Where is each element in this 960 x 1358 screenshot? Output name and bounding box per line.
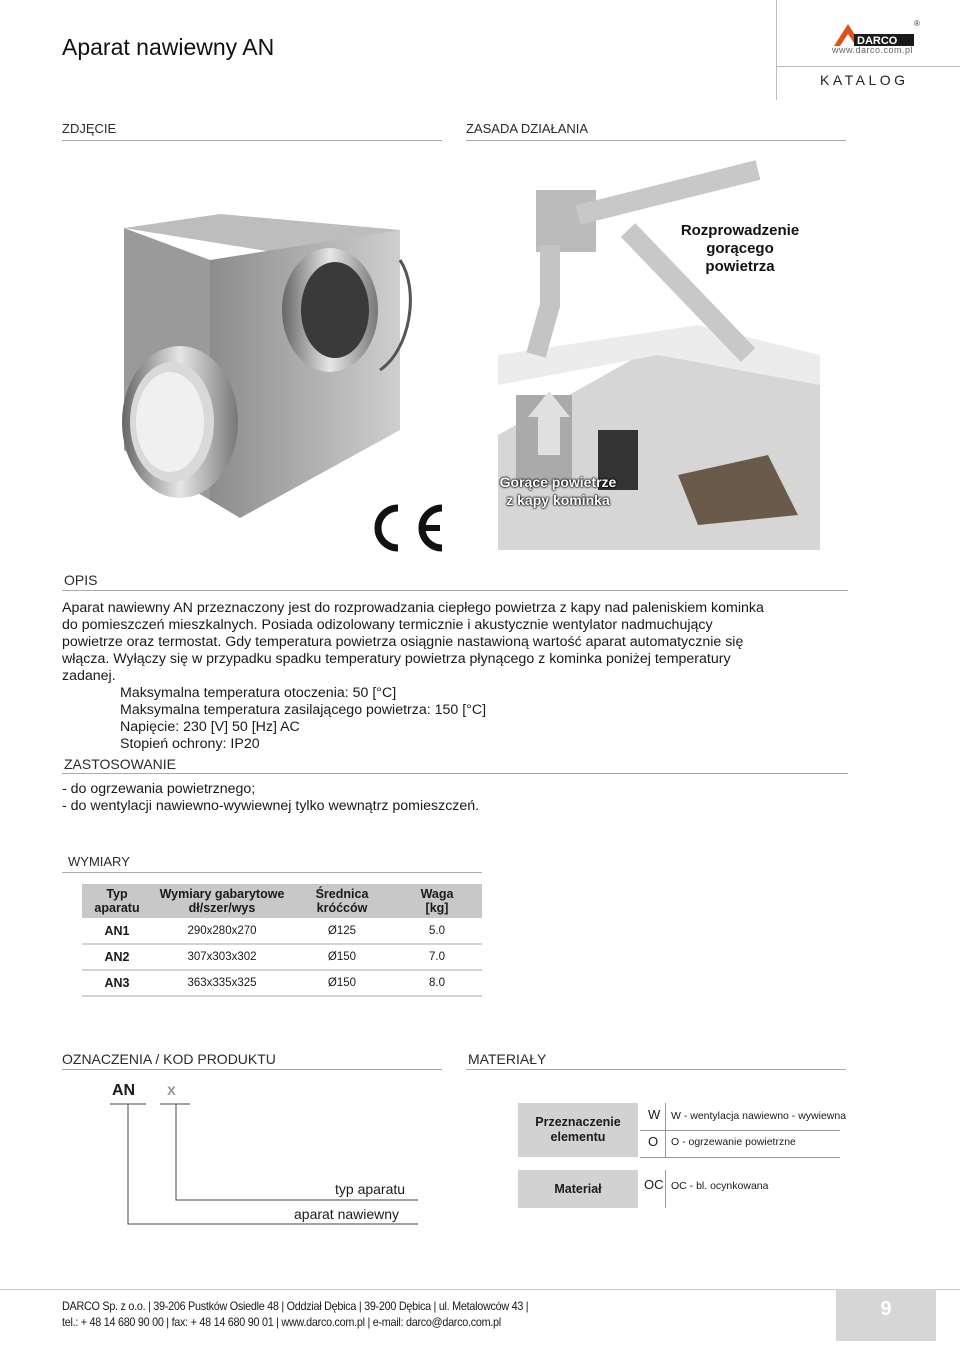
section-photo-heading: ZDJĘCIE <box>62 121 117 136</box>
table-cell-weight: 7.0 <box>392 944 482 970</box>
materials-purpose-label-line2: elementu <box>550 1130 606 1144</box>
materials-col-divider <box>665 1103 666 1157</box>
description-line-5: zadanej. <box>62 668 116 684</box>
section-materials-underline <box>466 1069 846 1070</box>
materials-row-divider <box>640 1157 840 1158</box>
table-cell-type: AN2 <box>82 944 152 970</box>
dimensions-table <box>82 884 482 997</box>
footer-divider <box>0 1289 960 1290</box>
materials-desc-o: O - ogrzewanie powietrzne <box>671 1136 796 1148</box>
header-divider-horizontal <box>776 66 960 67</box>
materials-code-oc: OC <box>644 1177 664 1192</box>
materials-purpose-box <box>518 1103 638 1157</box>
diagram-label-hot-air-line2: z kapy kominka <box>506 492 610 508</box>
section-dimensions-heading: WYMIARY <box>68 854 130 869</box>
diagram-label-distribution-line3: powietrza <box>705 258 775 275</box>
code-label-device: aparat nawiewny <box>294 1206 400 1222</box>
section-usage-heading: ZASTOSOWANIE <box>64 756 177 772</box>
table-cell-type: AN3 <box>82 970 152 996</box>
section-principle-heading: ZASADA DZIAŁANIA <box>466 121 589 136</box>
description-line-2: do pomieszczeń mieszkalnych. Posiada odizolowany termicznie i akustycznie wentylator nadmuchujący <box>62 617 713 633</box>
table-header-weight: Waga [kg] <box>392 884 482 918</box>
spec-supply-temp: Maksymalna temperatura zasilającego powietrza: 150 [°C] <box>120 702 487 718</box>
table-row <box>82 944 482 970</box>
materials-row-divider <box>640 1130 840 1131</box>
section-description-heading: OPIS <box>64 572 98 588</box>
logo-brand-text: DARCO <box>857 35 898 47</box>
spec-ambient-temp: Maksymalna temperatura otoczenia: 50 [°C] <box>120 685 397 701</box>
code-label-type: typ aparatu <box>335 1181 406 1197</box>
diagram-label-distribution-line1: Rozprowadzenie <box>680 222 800 239</box>
ce-mark <box>364 500 446 556</box>
section-principle-underline <box>466 140 846 141</box>
diagram-label-hot-air <box>478 473 638 509</box>
code-suffix: x <box>167 1082 176 1099</box>
section-dimensions-underline <box>62 872 482 873</box>
usage-item-heating: - do ogrzewania powietrznego; <box>62 781 256 797</box>
diagram-label-distribution <box>660 222 820 276</box>
materials-code-o: O <box>648 1134 659 1149</box>
description-line-3: powietrze oraz termostat. Gdy temperatura powietrza osiągnie nastawioną wartość aparat automatycznie się <box>62 634 744 650</box>
catalog-label: KATALOG <box>820 72 909 88</box>
table-cell-type: AN1 <box>82 918 152 944</box>
footer-address: DARCO Sp. z o.o. | 39-206 Pustków Osiedle 48 | Oddział Dębica | 39-200 Dębica | ul. Metalowców 43 | <box>62 1299 529 1313</box>
table-cell-diameter: Ø125 <box>292 918 392 944</box>
table-header-type: Typ aparatu <box>82 884 152 918</box>
table-cell-weight: 5.0 <box>392 918 482 944</box>
table-cell-diameter: Ø150 <box>292 944 392 970</box>
section-materials-heading: MATERIAŁY <box>468 1051 547 1067</box>
page-number: 9 <box>880 1298 892 1320</box>
usage-item-ventilation: - do wentylacji nawiewno-wywiewnej tylko wewnątrz pomieszczeń. <box>62 798 480 814</box>
materials-material-box: Materiał <box>518 1170 638 1208</box>
section-description-underline <box>62 590 848 591</box>
materials-col-divider <box>665 1170 666 1208</box>
description-line-4: włącza. Wyłączy się w przypadku spadku temperatury powietrza płynącego z kominka poniżej temperatury <box>62 651 731 667</box>
section-photo-underline <box>62 140 442 141</box>
product-photo <box>110 200 420 530</box>
section-usage-underline <box>62 773 848 774</box>
table-cell-dimensions: 290x280x270 <box>152 918 292 944</box>
registered-mark: ® <box>914 19 920 28</box>
table-cell-dimensions: 307x303x302 <box>152 944 292 970</box>
logo-website: www.darco.com.pl <box>832 45 914 55</box>
header-divider-vertical <box>776 0 777 100</box>
table-row <box>82 918 482 944</box>
page-title: Aparat nawiewny AN <box>62 34 275 60</box>
materials-purpose-label-line1: Przeznaczenie <box>535 1115 621 1129</box>
table-cell-dimensions: 363x335x325 <box>152 970 292 996</box>
section-codes-underline <box>62 1069 442 1070</box>
spec-protection: Stopień ochrony: IP20 <box>120 736 260 752</box>
code-prefix: AN <box>112 1082 136 1099</box>
diagram-label-distribution-line2: gorącego <box>706 240 774 257</box>
table-header-row <box>82 884 482 918</box>
description-line-1: Aparat nawiewny AN przeznaczony jest do rozprowadzania ciepłego powietrza z kapy nad paleniskiem kominka <box>62 600 764 616</box>
section-codes-heading: OZNACZENIA / KOD PRODUKTU <box>62 1051 276 1067</box>
materials-desc-oc: OC - bl. ocynkowana <box>671 1180 769 1192</box>
table-header-dimensions: Wymiary gabarytowe dł/szer/wys <box>152 884 292 918</box>
materials-desc-w: W - wentylacja nawiewno - wywiewna <box>671 1110 847 1122</box>
spec-voltage: Napięcie: 230 [V] 50 [Hz] AC <box>120 719 300 735</box>
table-cell-weight: 8.0 <box>392 970 482 996</box>
table-header-diameter: Średnica króćców <box>292 884 392 918</box>
table-cell-diameter: Ø150 <box>292 970 392 996</box>
footer-contact: tel.: + 48 14 680 90 00 | fax: + 48 14 680 90 01 | www.darco.com.pl | e-mail: darco@darco.com.pl <box>62 1315 501 1329</box>
table-row <box>82 970 482 996</box>
materials-code-w: W <box>648 1107 661 1122</box>
diagram-label-hot-air-line1: Gorące powietrze <box>499 474 617 490</box>
